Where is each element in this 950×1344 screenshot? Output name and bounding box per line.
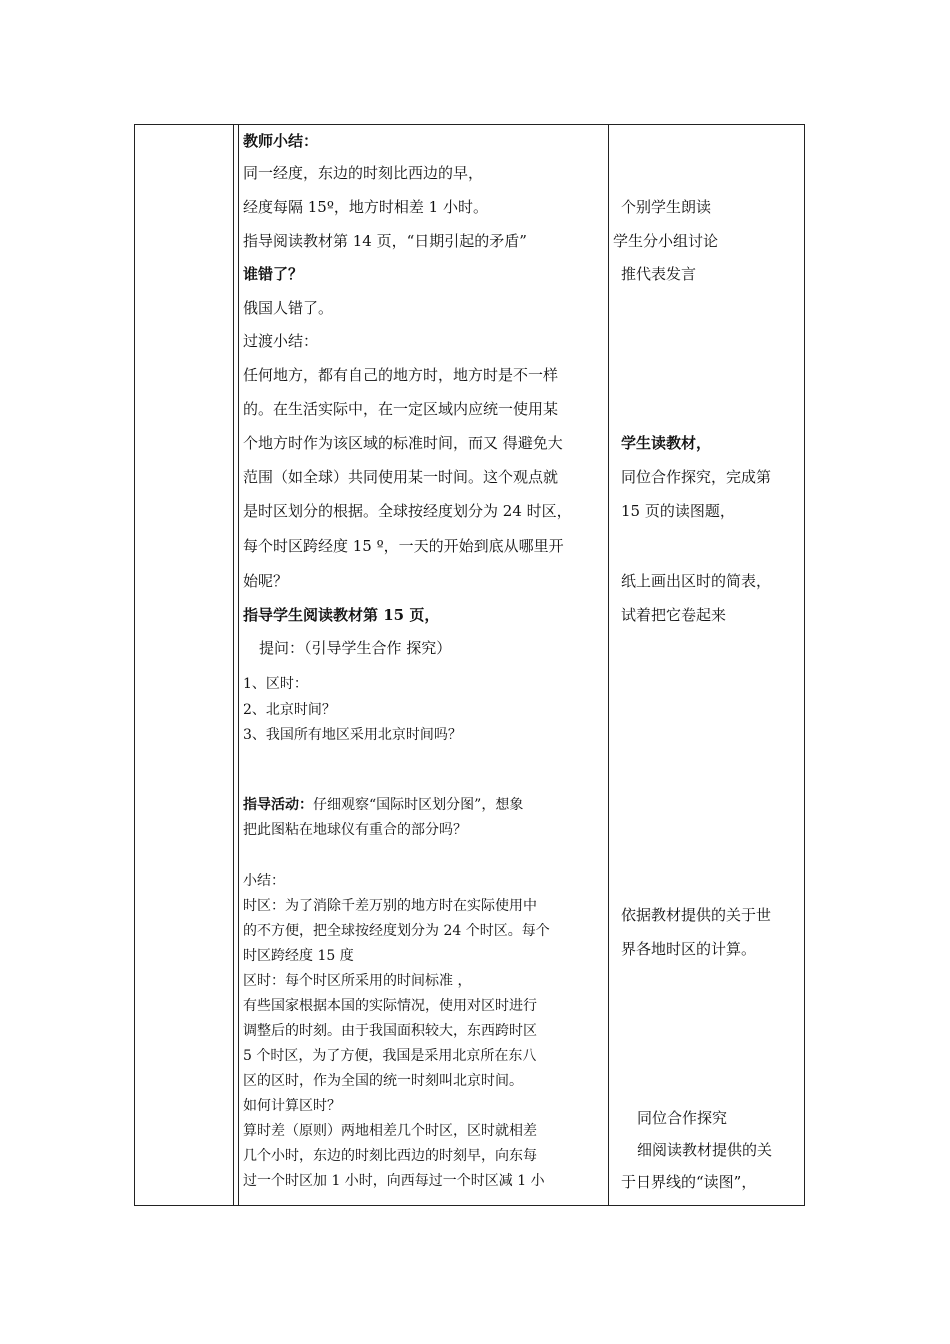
student-note: 依据教材提供的关于世 bbox=[621, 906, 772, 924]
student-note: 同位合作探究，完成第 bbox=[621, 468, 772, 486]
question-heading: 提问：（引导学生合作 探究） bbox=[259, 639, 452, 657]
student-note: 推代表发言 bbox=[621, 265, 697, 283]
student-note: 15 页的读图题， bbox=[621, 502, 735, 520]
text-line: 5 个时区，为了方便，我国是采用北京所在东八 bbox=[243, 1048, 537, 1064]
lesson-table bbox=[134, 124, 805, 1206]
column-divider bbox=[238, 125, 239, 1205]
question-item: 1、区时： bbox=[243, 676, 308, 692]
teacher-activity-cell bbox=[243, 125, 605, 1205]
text-line: 始呢？ bbox=[243, 572, 289, 590]
text-line: 调整后的时刻。由于我国面积较大，东西跨时区 bbox=[243, 1023, 537, 1039]
text-line: 同一经度，东边的时刻比西边的早， bbox=[243, 164, 484, 182]
guide-read-heading: 指导学生阅读教材第 15 页， bbox=[243, 606, 440, 624]
student-note: 于日界线的“读图”， bbox=[621, 1173, 757, 1191]
text-line: 个地方时作为该区域的标准时间，而又 得避免大 bbox=[243, 434, 563, 452]
text-line: 过一个时区加 1 小时，向西每过一个时区减 1 小 bbox=[243, 1173, 545, 1189]
student-note: 试着把它卷起来 bbox=[621, 606, 727, 624]
text-line: 范围（如全球）共同使用某一时间。这个观点就 bbox=[243, 468, 559, 486]
text-line: 区时：每个时区所采用的时间标准 ， bbox=[243, 973, 472, 989]
text-line: 算时差（原则）两地相差几个时区，区时就相差 bbox=[243, 1123, 537, 1139]
text-line: 的不方便，把全球按经度划分为 24 个时区。每个 bbox=[243, 923, 550, 939]
student-note: 细阅读教材提供的关 bbox=[637, 1141, 773, 1159]
column-divider bbox=[233, 125, 234, 1205]
activity-label: 指导活动： bbox=[243, 797, 313, 813]
transition-title: 过渡小结： bbox=[243, 332, 319, 350]
text-line: 时区：为了消除千差万别的地方时在实际使用中 bbox=[243, 898, 537, 914]
text-line: 如何计算区时？ bbox=[243, 1098, 341, 1114]
text-line: 经度每隔 15º，地方时相差 1 小时。 bbox=[243, 198, 488, 216]
column-divider bbox=[608, 125, 609, 1205]
text-line: 的。在生活实际中，在一定区域内应统一使用某 bbox=[243, 400, 559, 418]
text-line: 指导阅读教材第 14 页，“日期引起的矛盾” bbox=[243, 232, 527, 250]
student-activity-cell bbox=[613, 125, 801, 1205]
text-line: 时区跨经度 15 度 bbox=[243, 948, 354, 964]
student-note: 个别学生朗读 bbox=[621, 198, 712, 216]
activity-line bbox=[243, 794, 523, 814]
text-line: 区的区时，作为全国的统一时刻叫北京时间。 bbox=[243, 1073, 523, 1089]
text-line: 俄国人错了。 bbox=[243, 299, 334, 317]
text-line: 是时区划分的根据。全球按经度划分为 24 时区， bbox=[243, 502, 572, 520]
activity-text: 仔细观察“国际时区划分图”，想象 bbox=[313, 797, 524, 813]
text-line: 每个时区跨经度 15 º，一天的开始到底从哪里开 bbox=[243, 537, 564, 555]
student-note: 同位合作探究 bbox=[637, 1109, 728, 1127]
text-line: 几个小时，东边的时刻比西边的时刻早，向东每 bbox=[243, 1148, 537, 1164]
who-wrong-heading: 谁错了？ bbox=[243, 265, 304, 283]
question-item: 2、北京时间？ bbox=[243, 702, 336, 718]
student-note: 纸上画出区时的简表， bbox=[621, 572, 772, 590]
text-line: 任何地方，都有自己的地方时，地方时是不一样 bbox=[243, 366, 559, 384]
student-note: 学生读教材， bbox=[621, 434, 712, 452]
student-note: 学生分小组讨论 bbox=[613, 232, 719, 250]
student-note: 界各地时区的计算。 bbox=[621, 940, 757, 958]
teacher-summary-title: 教师小结： bbox=[243, 132, 319, 150]
text-line: 把此图粘在地球仪有重合的部分吗？ bbox=[243, 822, 467, 838]
small-summary-title: 小结： bbox=[243, 873, 285, 889]
text-line: 有些国家根据本国的实际情况，使用对区时进行 bbox=[243, 998, 537, 1014]
question-item: 3、我国所有地区采用北京时间吗？ bbox=[243, 727, 462, 743]
